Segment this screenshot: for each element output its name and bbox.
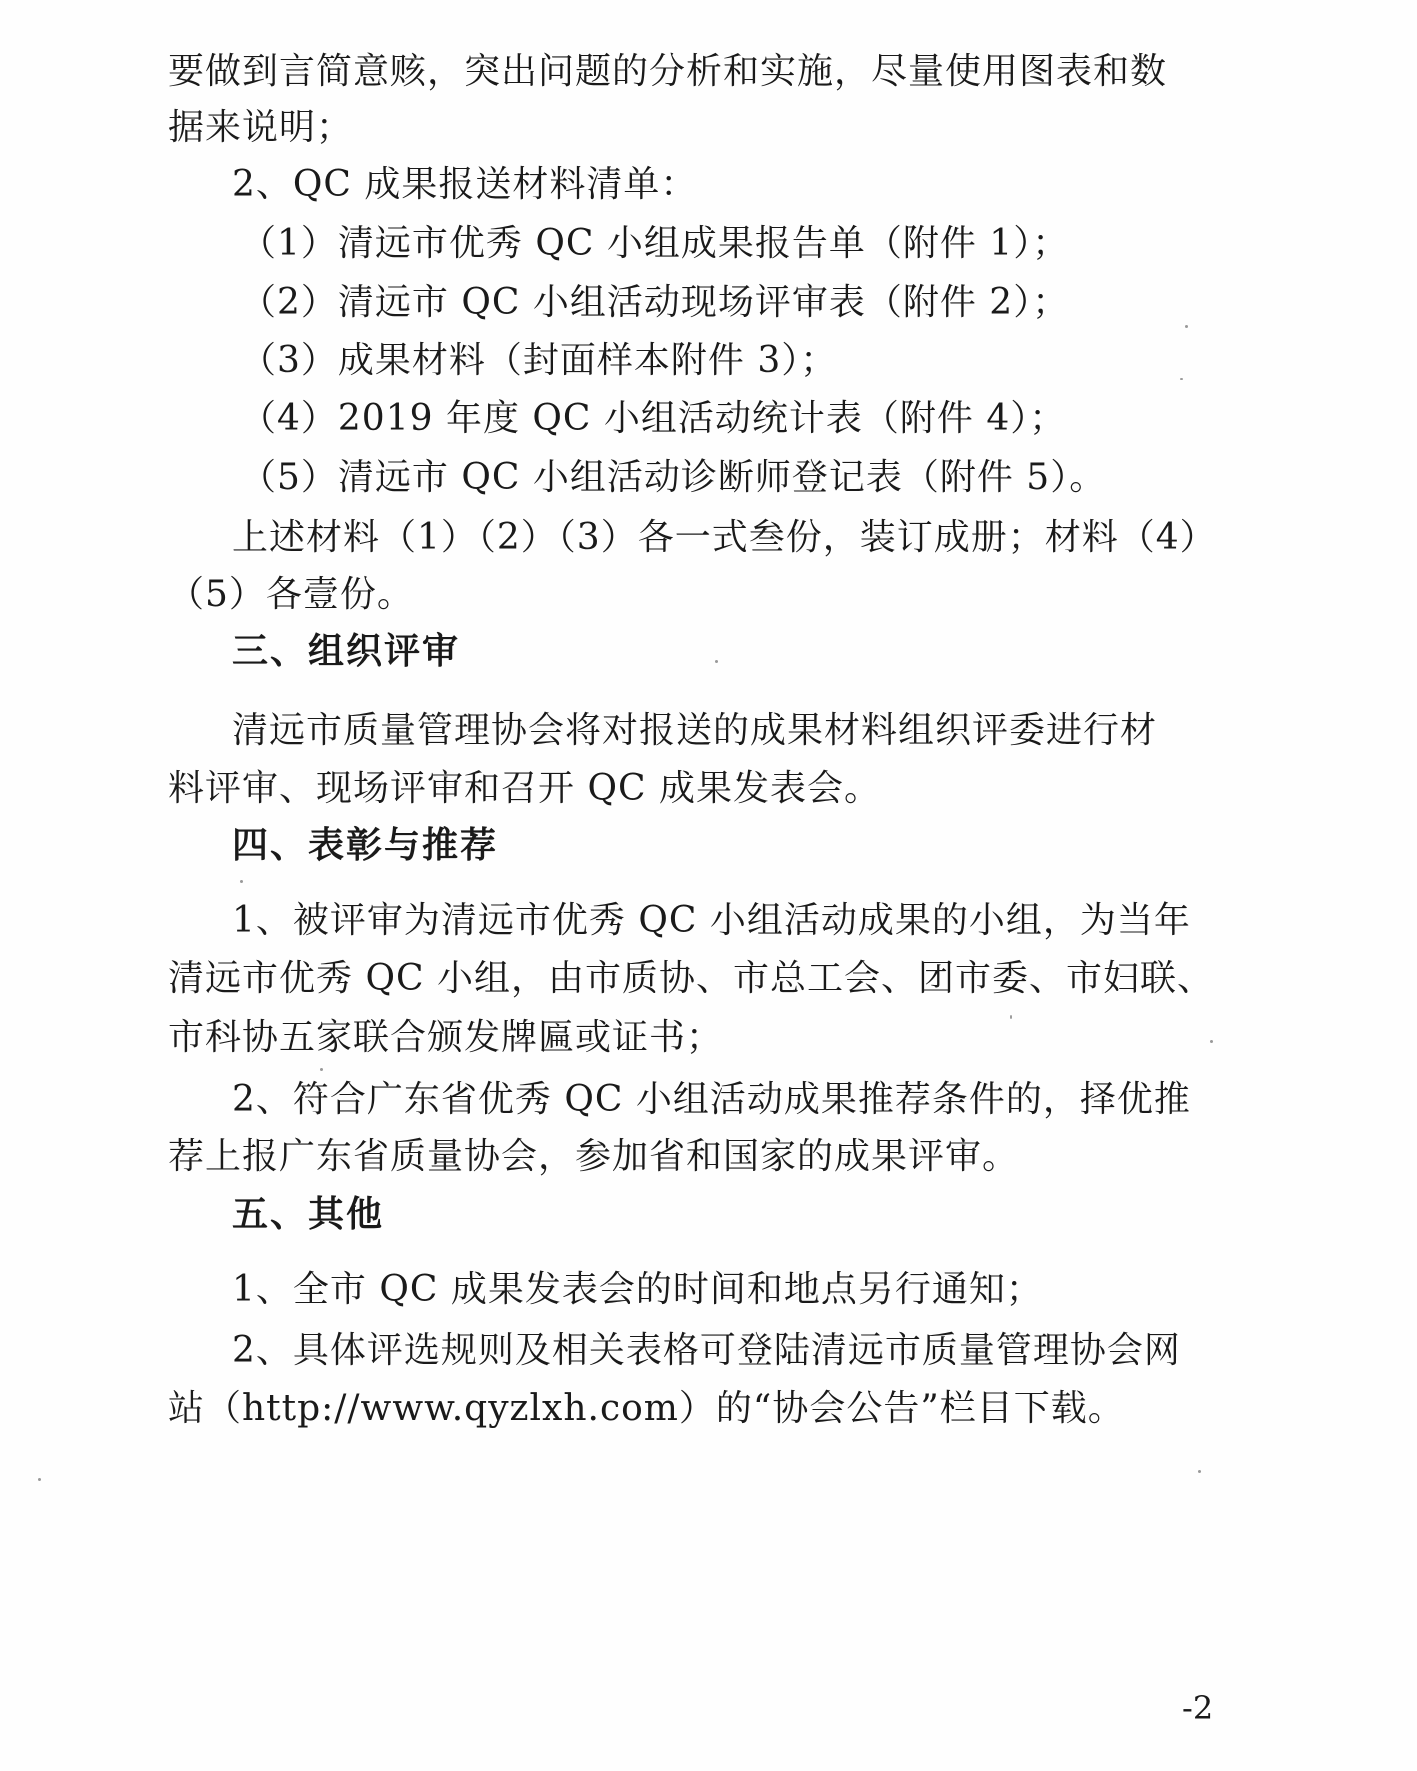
section-heading: 五、其他 [232,1194,385,1235]
scan-speck [320,1068,323,1071]
list-item: （2）清远市 QC 小组活动现场评审表（附件 2）； [240,282,1070,323]
body-text-line: 清远市优秀 QC 小组，由市质协、市总工会、团市委、市妇联、 [168,958,1214,999]
body-text-line: 据来说明； [168,107,354,148]
list-item: （4）2019 年度 QC 小组活动统计表（附件 4）； [240,398,1067,439]
scan-speck [715,660,718,663]
body-text-line: 1、全市 QC 成果发表会的时间和地点另行通知； [232,1269,1043,1310]
scan-speck [1198,1470,1201,1473]
scan-speck [38,1478,41,1481]
body-text-line: 荐上报广东省质量协会，参加省和国家的成果评审。 [168,1136,1020,1177]
list-item: （3）成果材料（封面样本附件 3）； [240,340,838,381]
body-text-line: 1、被评审为清远市优秀 QC 小组活动成果的小组，为当年 [232,900,1191,941]
section-heading: 三、组织评审 [232,631,461,672]
body-text-line: 站（http://www.qyzlxh.com）的“协会公告”栏目下载。 [168,1388,1125,1429]
body-text-line: 市科协五家联合颁发牌匾或证书； [168,1017,724,1058]
scan-speck [1210,1040,1213,1043]
body-text-line: （5）各壹份。 [168,574,414,615]
list-intro-line: 2、QC 成果报送材料清单： [232,164,698,205]
body-text-line: 上述材料（1）（2）（3）各一式叁份，装订成册；材料（4） [232,517,1217,558]
scan-speck [1185,325,1188,328]
body-text-line: 2、具体评选规则及相关表格可登陆清远市质量管理协会网 [232,1330,1181,1371]
scan-speck [240,880,243,883]
scan-speck [1010,1015,1012,1019]
page-number: -2 [1182,1689,1214,1727]
list-item: （1）清远市优秀 QC 小组成果报告单（附件 1）； [240,223,1070,264]
section-heading: 四、表彰与推荐 [232,825,499,866]
scan-speck [1180,378,1183,380]
body-text-line: 要做到言简意赅，突出问题的分析和实施，尽量使用图表和数 [168,51,1168,92]
body-text-line: 2、符合广东省优秀 QC 小组活动成果推荐条件的，择优推 [232,1079,1191,1120]
body-text-line: 清远市质量管理协会将对报送的成果材料组织评委进行材 [232,710,1158,751]
list-item: （5）清远市 QC 小组活动诊断师登记表（附件 5）。 [240,457,1107,498]
body-text-line: 料评审、现场评审和召开 QC 成果发表会。 [168,768,881,809]
